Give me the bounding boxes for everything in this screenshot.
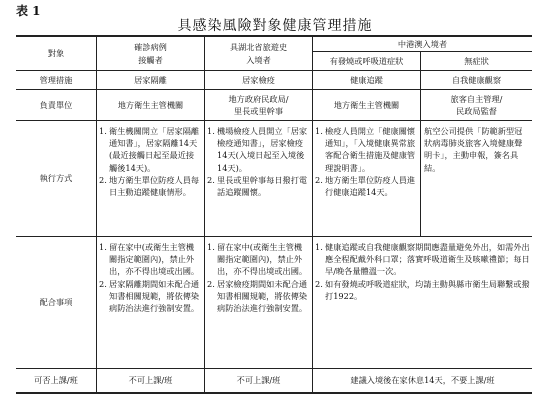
row-label-method-text: 執行方式 <box>39 173 73 184</box>
unit-col1-text: 地方衛生主管機關 <box>117 99 184 110</box>
school-col34 <box>313 369 532 392</box>
measures-col3-text: 健康追蹤 <box>350 74 383 85</box>
row-label-school-text: 可否上課/班 <box>34 375 78 386</box>
header-group-label: 中港澳入境者 <box>397 38 448 49</box>
header-col1 <box>97 37 204 70</box>
measures-col1 <box>97 71 204 89</box>
unit-col4 <box>421 90 532 120</box>
grid-line <box>16 392 532 394</box>
list-item: 2. 地方衛生單位防疫人員進行健康追蹤14天。 <box>315 174 416 198</box>
row-label-unit <box>16 90 96 120</box>
list-item: 2. 里長或里幹事每日撥打電話追蹤關懷。 <box>207 174 308 198</box>
row-label-method <box>16 121 96 236</box>
list-item: 2. 如有發燒或呼吸道症狀，均請主動與縣市衛生局聯繫或撥打1922。 <box>315 278 530 301</box>
school-col2-text: 不可上課/班 <box>236 375 281 386</box>
list-item: 2. 居家隔離期間如未配合通知書相關規範，將依傳染病防治法進行強制安置。 <box>99 278 200 314</box>
list-item: 1. 留在家中(或衛生主管機關指定範圍內)，禁止外出，亦不得出境或出國。 <box>207 242 308 277</box>
measures-col2 <box>205 71 312 89</box>
method-col4-text: 航空公司提供「防範新型冠狀病毒肺炎旅客入境健康聲明卡」，主動申報，簽名具結。 <box>424 126 523 173</box>
coordination-col34 <box>315 241 530 367</box>
unit-col2 <box>205 90 312 120</box>
unit-col1 <box>97 90 204 120</box>
list-item: 1. 檢疫人員開立「健康關懷通知」，「入境健康異常旅客配合衛生措施及健康管理說明書」。 <box>315 126 416 173</box>
list-item: 1. 衛生機關開立「居家隔離通知書」，居家隔離14天(最近接觸日起至最近接觸後14天)。 <box>99 126 200 173</box>
method-col2 <box>207 125 310 235</box>
school-col1-text: 不可上課/班 <box>128 375 173 386</box>
header-group <box>313 37 532 51</box>
method-col3 <box>315 125 418 235</box>
list-item: 1. 健康追蹤或自我健康觀察期間應盡量避免外出，如需外出應全程配戴外科口罩；落實呼吸道衛生及咳嗽禮節；每日早/晚各量體溫一次。 <box>315 242 530 277</box>
list-item: 1. 留在家中(或衛生主管機關指定範圍內)，禁止外出，亦不得出境或出國。 <box>99 242 200 277</box>
row-label-school <box>16 369 96 392</box>
unit-col3-text: 地方衛生主管機關 <box>333 99 400 110</box>
method-col4 <box>424 125 529 235</box>
unit-col2-text: 地方政府民政局/ 里長或里幹事 <box>228 93 289 116</box>
header-col2-label: 具湖北省旅遊史 入境者 <box>229 42 288 65</box>
measures-col2-text: 居家檢疫 <box>242 74 275 85</box>
header-col1-label: 確診病例 接觸者 <box>134 42 167 65</box>
measures-col1-text: 居家隔離 <box>134 74 167 85</box>
row-label-measures <box>16 71 96 89</box>
row-label-coordination-text: 配合事項 <box>39 297 73 308</box>
unit-col4-text: 旅客自主管理/ 民政局監督 <box>450 93 503 116</box>
header-col3-label: 有發燒或呼吸道症狀 <box>329 55 404 66</box>
header-target-label: 對象 <box>47 48 65 59</box>
row-label-unit-text: 負責單位 <box>39 99 73 110</box>
page-title: 具感染風險對象健康管理措施 <box>177 18 373 34</box>
measures-col4-text: 自我健康觀察 <box>451 74 502 85</box>
measures-col3 <box>313 71 420 89</box>
list-item: 1. 機場檢疫人員開立「居家檢疫通知書」，居家檢疫14天(入境日起至入境後14天)。 <box>207 126 308 173</box>
school-col34-text: 建議入境後在家休息14天，不要上課/班 <box>350 375 495 386</box>
unit-col3 <box>313 90 420 120</box>
row-label-coordination <box>16 237 96 368</box>
header-target <box>16 37 96 70</box>
header-col4-label: 無症狀 <box>464 55 489 66</box>
school-col2 <box>205 369 312 392</box>
header-col4 <box>421 52 532 70</box>
method-col1 <box>99 125 202 235</box>
list-item: 2. 居家檢疫期間如未配合通知書相關規範，將依傳染病防治法進行強制安置。 <box>207 278 308 314</box>
header-col3 <box>313 52 420 70</box>
header-col2 <box>205 37 312 70</box>
coordination-col2 <box>207 241 310 367</box>
coordination-col1 <box>99 241 202 367</box>
measures-col4 <box>421 71 532 89</box>
row-label-measures-text: 管理措施 <box>39 74 73 85</box>
list-item: 2. 地方衛生單位防疫人員每日主動追蹤健康情形。 <box>99 174 200 198</box>
school-col1 <box>97 369 204 392</box>
table-label: 表 1 <box>16 4 41 18</box>
